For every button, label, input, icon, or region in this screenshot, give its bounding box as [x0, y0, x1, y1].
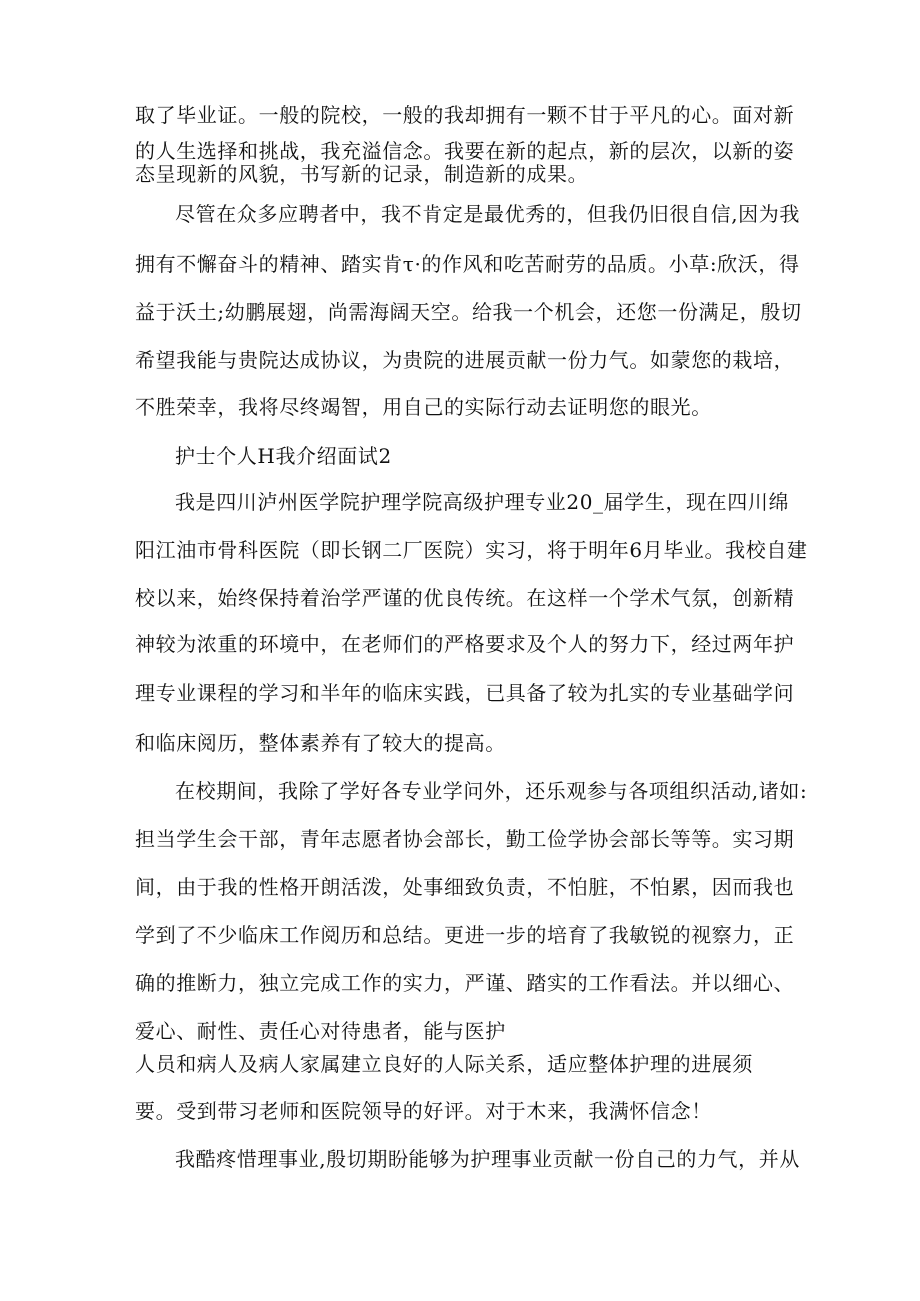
- text-line: 我酷疼惜理事业,殷切期盼能够为护理事业贡献一份自己的力气，并从: [175, 1147, 800, 1171]
- text-line: 神较为浓重的环境中，在老师们的严格要求及个人的努力下，经过两年护: [135, 632, 795, 656]
- text-line: 益于沃土;幼鹏展翅，尚需海阔天空。给我一个机会，还您一份满足，殷切: [135, 300, 802, 324]
- text-line: 学到了不少临床工作阅历和总结。更进一步的培育了我敏锐的视察力，正: [135, 923, 795, 947]
- text-line: 担当学生会干部，青年志愿者协会部长，勤工俭学协会部长等等。实习期: [135, 827, 795, 851]
- text-line: 希望我能与贵院达成协议，为贵院的进展贡献一份力气。如蒙您的栽培，: [135, 348, 795, 372]
- text-line: 在校期间，我除了学好各专业学问外，还乐观参与各项组织活动,诸如:: [175, 779, 808, 803]
- text-line: 爱心、耐性、责任心对待患者，能与医护: [135, 1019, 506, 1043]
- text-line: 不胜荣幸，我将尽终竭智，用自己的实际行动去证明您的眼光。: [135, 395, 712, 419]
- text-line: 阳江油市骨科医院（即长钢二厂医院）实习，将于明年6月毕业。我校自建: [135, 538, 808, 562]
- text-line: 的人生选择和挑战，我充溢信念。我要在新的起点，新的层次，以新的姿: [135, 139, 795, 163]
- section-heading: 护士个人H我介绍面试2: [175, 444, 392, 468]
- text-line: 尽管在众多应聘者中，我不肯定是最优秀的，但我仍旧很自信,因为我: [175, 202, 800, 226]
- text-line: 态呈现新的风貌，书写新的记录，制造新的成果。: [135, 162, 589, 186]
- text-line: 和临床阅历，整体素养有了较大的提高。: [135, 731, 506, 755]
- text-line: 取了毕业证。一般的院校，一般的我却拥有一颗不甘于平凡的心。面对新: [135, 103, 795, 127]
- text-line: 校以来，始终保持着治学严谨的优良传统。在这样一个学术气氛，创新精: [135, 586, 795, 610]
- text-line: 人员和病人及病人家属建立良好的人际关系，适应整体护理的进展须: [135, 1052, 753, 1076]
- text-line: 间，由于我的性格开朗活泼，处事细致负责，不怕脏，不怕累，因而我也: [135, 875, 795, 899]
- text-line: 拥有不懈奋斗的精神、踏实肯τ·的作风和吃苦耐劳的品质。小草:欣沃，得: [135, 252, 800, 276]
- text-line: 要。受到带习老师和医院领导的好评。对于木来，我满怀信念！: [135, 1099, 712, 1123]
- text-line: 理专业课程的学习和半年的临床实践，已具备了较为扎实的专业基础学问: [135, 681, 795, 705]
- text-line: 确的推断力，独立完成工作的实力，严谨、踏实的工作看法。并以细心、: [135, 971, 795, 995]
- text-line: 我是四川泸州医学院护理学院高级护理专业20_届学生，现在四川绵: [175, 490, 790, 514]
